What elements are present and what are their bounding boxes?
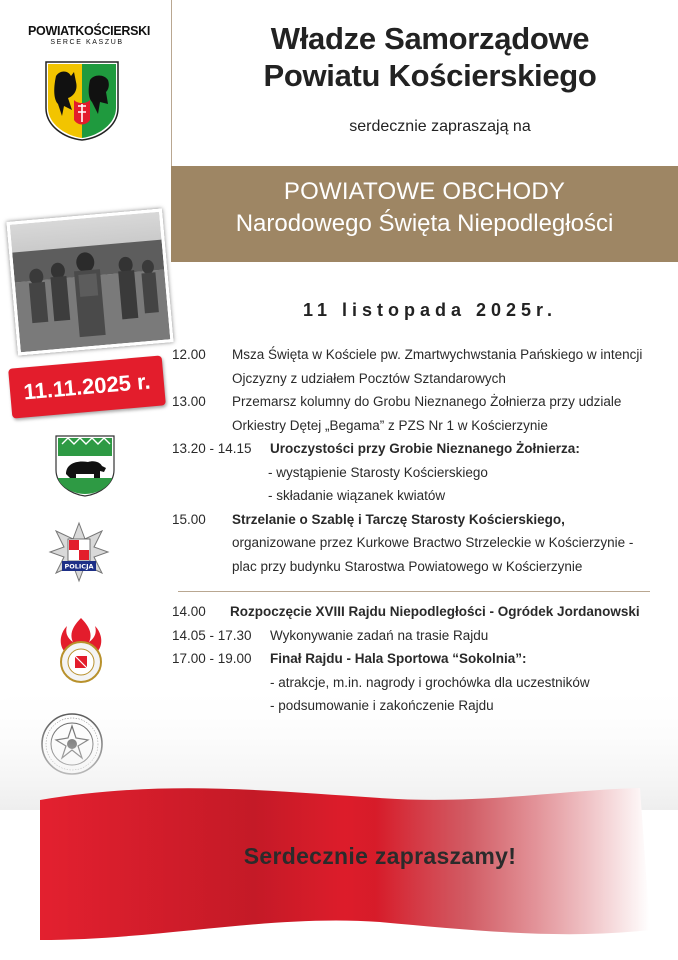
heading-line-1: Władze Samorządowe (270, 21, 590, 56)
logo-tagline: SERCE KASZUB (50, 39, 124, 46)
schedule-ceremonies (172, 343, 662, 578)
schedule-description: Ojczyzny z udziałem Pocztów Sztandarowych (232, 370, 506, 386)
schedule-divider (178, 591, 650, 592)
schedule-row (172, 461, 662, 485)
logo-name: POWIATKOŚCIERSKI (28, 24, 151, 38)
schedule-row (172, 508, 662, 532)
town-coat-of-arms-icon (54, 434, 116, 498)
schedule-description: Uroczystości przy Grobie Nieznanego Żołnierza: (270, 441, 580, 456)
date-badge: 11.11.2025 r. (8, 355, 166, 418)
schedule-row (172, 600, 662, 624)
county-logo-text (28, 24, 151, 48)
schedule-time: 15.00 (172, 511, 206, 527)
schedule-description: Finał Rajdu - Hala Sportowa “Sokolnia”: (270, 651, 527, 666)
schedule-time: 13.20 - 14.15 (172, 441, 252, 456)
schedule-row (172, 367, 662, 391)
schedule-row (172, 694, 662, 718)
banner-line-1: POWIATOWE OBCHODY (283, 178, 566, 205)
historic-photo (6, 208, 173, 355)
schedule-description: plac przy budynku Starostwa Powiatowego w Kościerzynie (232, 558, 583, 574)
invitation-text: serdecznie zapraszają na (349, 118, 531, 135)
poster-heading (200, 20, 660, 94)
schedule-description: Wykonywanie zadań na trasie Rajdu (270, 627, 489, 643)
heading-line-2: Powiatu Kościerskiego (263, 58, 597, 93)
schedule-row (172, 343, 662, 367)
closing-invitation: Serdecznie zapraszamy! (243, 843, 517, 869)
schedule-time: 13.00 (172, 394, 206, 409)
schedule-description: Przemarsz kolumny do Grobu Nieznanego Żołnierza przy udziale (232, 394, 622, 409)
schedule-row (172, 437, 662, 461)
schedule-row (172, 390, 662, 414)
schedule-time: 17.00 - 19.00 (172, 651, 252, 666)
event-date-heading: 11 listopada 2025r. (302, 300, 558, 320)
schedule-time: 14.05 - 17.30 (172, 627, 252, 643)
schedule-row (172, 414, 662, 438)
county-coat-of-arms-icon (44, 60, 120, 142)
schedule-row (172, 531, 662, 555)
schedule-description: - wystąpienie Starosty Kościerskiego (268, 464, 488, 480)
schedule-description: Orkiestry Dętej „Begama” z PZS Nr 1 w Kościerzynie (232, 417, 548, 433)
police-label: POLICJA (64, 562, 94, 571)
schedule-description: - składanie wiązanek kwiatów (268, 488, 446, 503)
schedule-time: 14.00 (172, 604, 206, 619)
schedule-description: Strzelanie o Szablę i Tarczę Starosty Kościerskiego, (232, 511, 565, 527)
schedule-description: Msza Święta w Kościele pw. Zmartwychwstania Pańskiego w intencji (232, 347, 643, 362)
schedule-rally (172, 600, 662, 718)
schedule-description: - atrakcje, m.in. nagrody i grochówka dla uczestników (270, 674, 590, 690)
schedule-row (172, 484, 662, 508)
schedule-description: organizowane przez Kurkowe Bractwo Strzeleckie w Kościerzynie - (232, 535, 634, 550)
banner-line-2: Narodowego Święta Niepodległości (235, 210, 614, 237)
police-star-icon (48, 521, 110, 583)
schedule-row (172, 671, 662, 695)
schedule-description: Rozpoczęcie XVIII Rajdu Niepodległości - Ogródek Jordanowski (230, 604, 640, 619)
schedule-row (172, 624, 662, 648)
event-title-banner (171, 166, 678, 262)
schedule-description: - podsumowanie i zakończenie Rajdu (270, 698, 494, 713)
historic-photo-image-icon (10, 212, 171, 353)
schedule-row (172, 647, 662, 671)
schedule-time: 12.00 (172, 347, 206, 362)
schedule-row (172, 555, 662, 579)
